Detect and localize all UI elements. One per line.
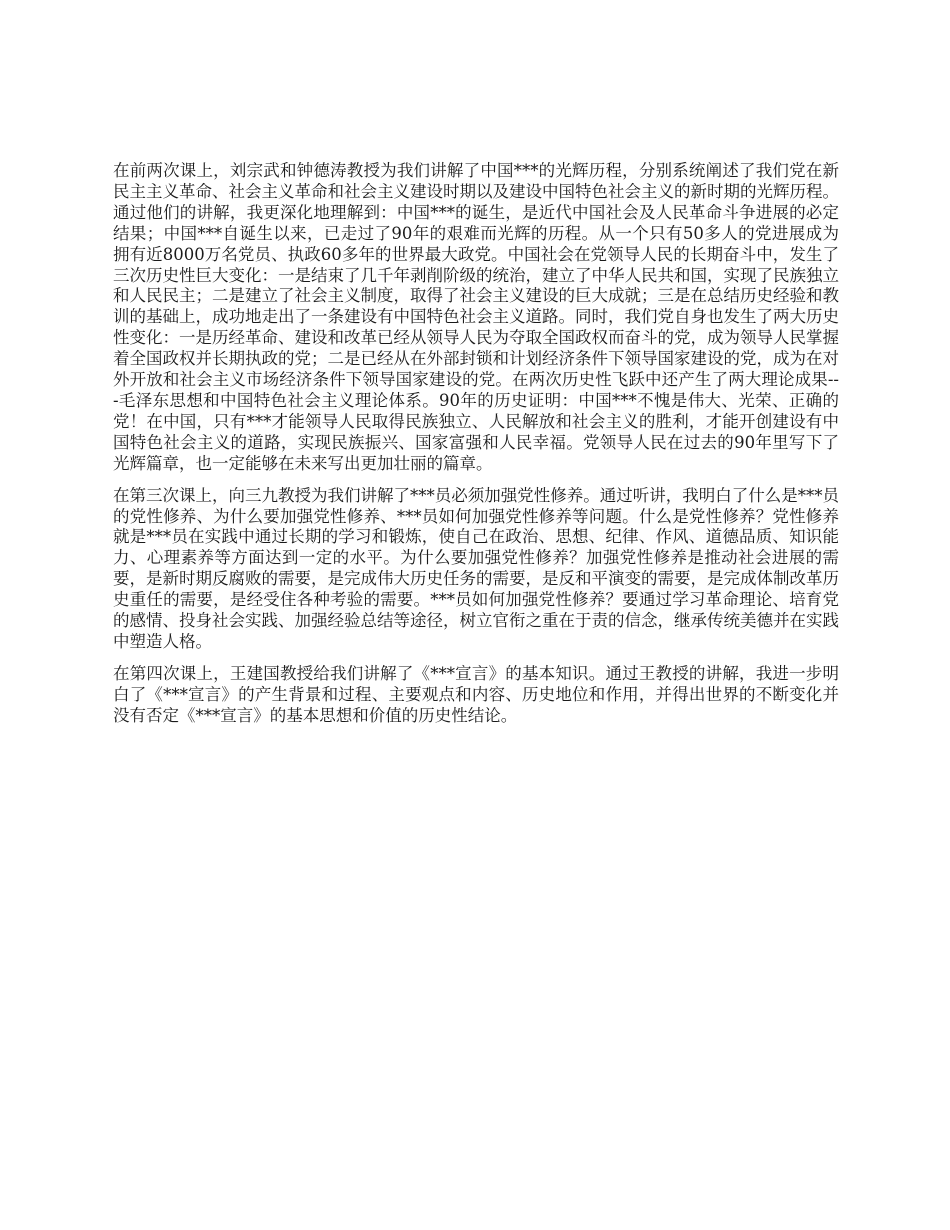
paragraph-2: 在第三次课上，向三九教授为我们讲解了***员必须加强党性修养。通过听讲，我明白了什么是***员的党性修养、为什么要加强党性修养、***员如何加强党性修养等问题。什么是党性修养？党性修养就是***员在实践中通过长期的学习和锻炼，使自己在政治、思想、纪律、作风、道德品质、知识能力、心理素养等方面达到一定的水平。为什么要加强党性修养？加强党性修养是推动社会进展的需要，是新时期反腐败的需要，是完成伟大历史任务的需要，是反和平演变的需要，是完成体制改革历史重任的需要，是经受住各种考验的需要。***员如何加强党性修养？要通过学习革命理论、培育党的感情、投身社会实践、加强经验总结等途径，树立官衔之重在于责的信念，继承传统美德并在实践中塑造人格。 [113,485,839,651]
document-body [113,161,839,738]
paragraph-1: 在前两次课上，刘宗武和钟德涛教授为我们讲解了中国***的光辉历程，分别系统阐述了我们党在新民主主义革命、社会主义革命和社会主义建设时期以及建设中国特色社会主义的新时期的光辉历程。通过他们的讲解，我更深化地理解到：中国***的诞生，是近代中国社会及人民革命斗争进展的必定结果；中国***自诞生以来，已走过了90年的艰难而光辉的历程。从一个只有50多人的党进展成为拥有近8000万名党员、执政60多年的世界最大政党。中国社会在党领导人民的长期奋斗中，发生了三次历史性巨大变化：一是结束了几千年剥削阶级的统治，建立了中华人民共和国，实现了民族独立和人民民主；二是建立了社会主义制度，取得了社会主义建设的巨大成就；三是在总结历史经验和教训的基础上，成功地走出了一条建设有中国特色社会主义道路。同时，我们党自身也发生了两大历史性变化：一是历经革命、建设和改革已经从领导人民为夺取全国政权而奋斗的党，成为领导人民掌握着全国政权并长期执政的党；二是已经从在外部封锁和计划经济条件下领导国家建设的党，成为在对外开放和社会主义市场经济条件下领导国家建设的党。在两次历史性飞跃中还产生了两大理论成果---毛泽东思想和中国特色社会主义理论体系。90年的历史证明：中国***不愧是伟大、光荣、正确的党！在中国，只有***才能领导人民取得民族独立、人民解放和社会主义的胜利，才能开创建设有中国特色社会主义的道路，实现民族振兴、国家富强和人民幸福。党领导人民在过去的90年里写下了光辉篇章，也一定能够在未来写出更加壮丽的篇章。 [113,161,839,473]
paragraph-3: 在第四次课上，王建国教授给我们讲解了《***宣言》的基本知识。通过王教授的讲解，我进一步明白了《***宣言》的产生背景和过程、主要观点和内容、历史地位和作用，并得出世界的不断变化并没有否定《***宣言》的基本思想和价值的历史性结论。 [113,663,839,725]
